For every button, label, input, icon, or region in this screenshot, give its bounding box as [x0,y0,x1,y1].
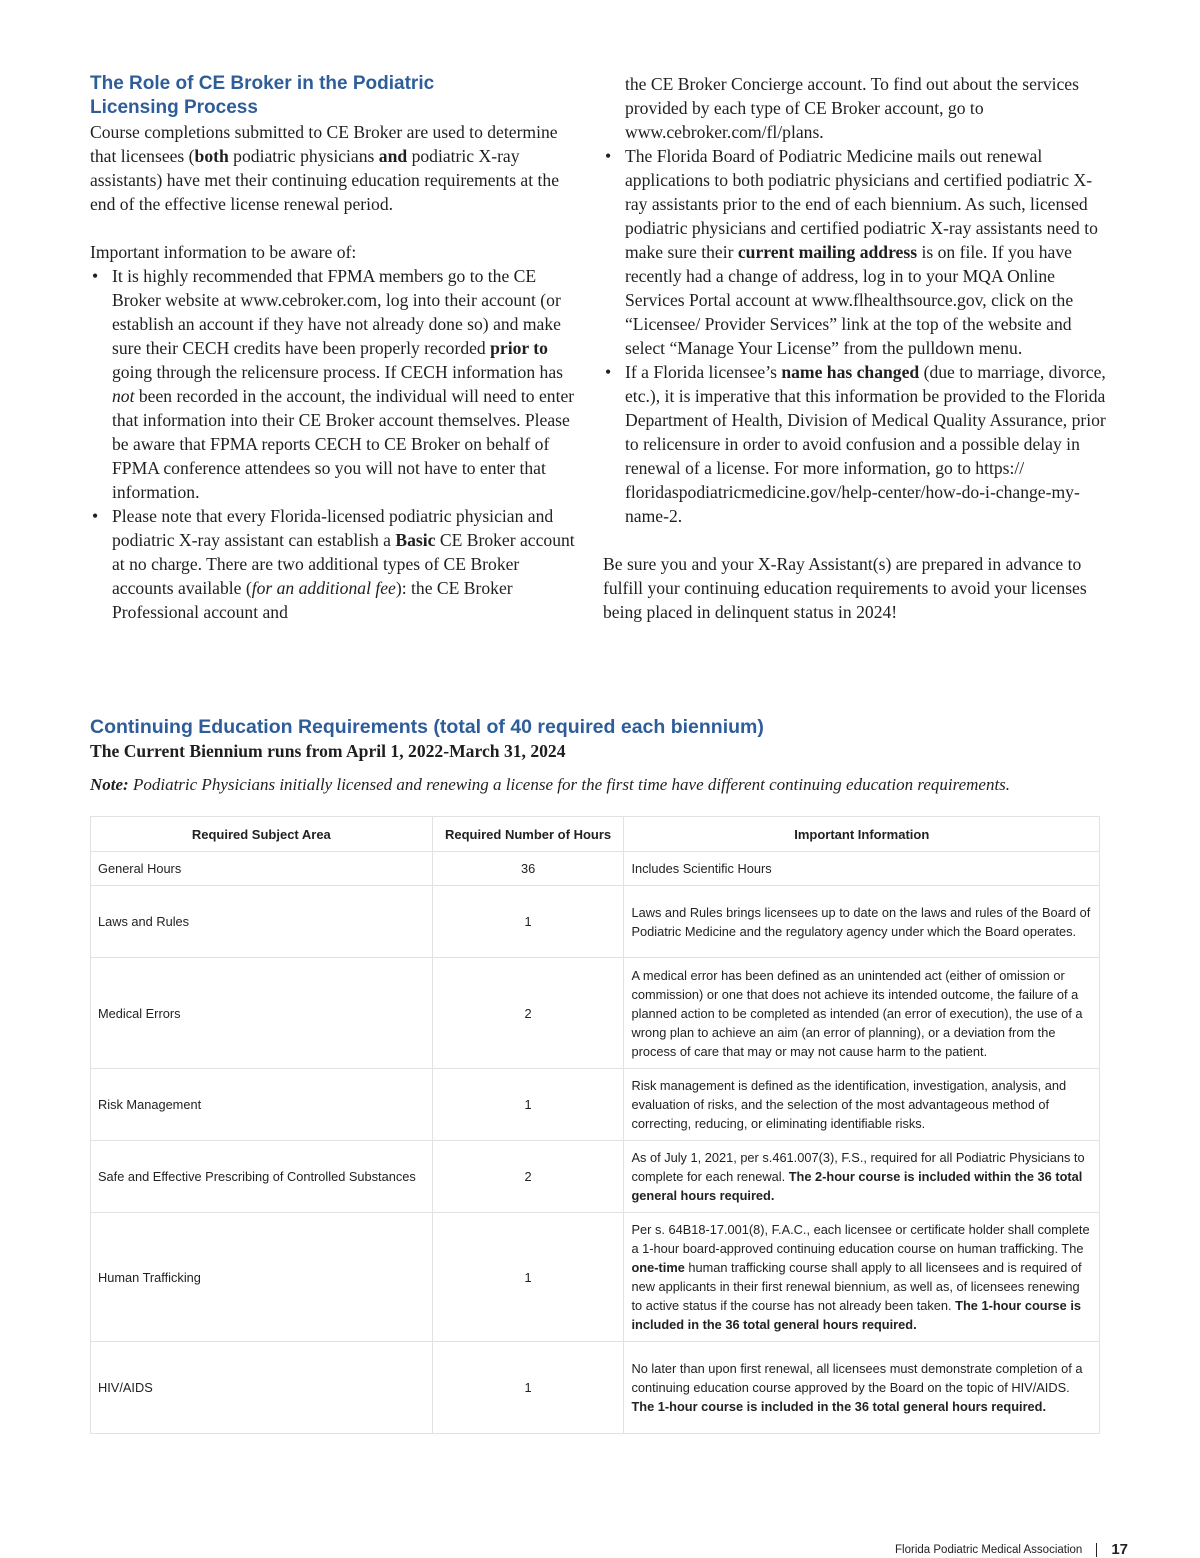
info-cell: Risk management is defined as the identification, investigation, analysis, and evaluation of risks, and the selection of the most advantageous method of correcting, reducing, or eliminating identifiable risks. [624,1069,1100,1141]
info-cell: As of July 1, 2021, per s.461.007(3), F.S., required for all Podiatric Physicians to complete for each renewal. The 2-hour course is included within the 36 total general hours required. [624,1141,1100,1213]
list-item: • If a Florida licensee’s name has changed (due to marriage, divorce, etc.), it is imperative that this information be provided to the Florida Department of Health, Division of Medical Quality Assurance, prior to relicensure in order to avoid confusion and a possible delay in renewal of a license. For more information, go to https:// floridaspodiatricmedicine.gov/help-center/how-do-i-change-my-name-2. [603,360,1113,528]
info-cell: No later than upon first renewal, all licensees must demonstrate completion of a continuing education course approved by the Board on the topic of HIV/AIDS. The 1-hour course is included in the 36 total general hours required. [624,1342,1100,1434]
table-row [91,886,1100,958]
page-footer [895,1541,1128,1558]
hours-cell: 1 [432,1213,624,1342]
subject-cell: HIV/AIDS [91,1342,433,1434]
list-item: • Please note that every Florida-licensed podiatric physician and podiatric X-ray assistant can establish a Basic CE Broker account at no charge. There are two additional types of CE Broker accounts available (for an additional fee): the CE Broker Professional account and [90,504,582,624]
right-column [603,72,1113,624]
note-line: Note: Podiatric Physicians initially licensed and renewing a license for the first time have different continuing education requirements. [90,775,1011,794]
subject-cell: Safe and Effective Prescribing of Controlled Substances [91,1141,433,1213]
subject-cell: General Hours [91,852,433,886]
subject-cell: Risk Management [91,1069,433,1141]
info-cell: A medical error has been defined as an unintended act (either of omission or commission) or one that does not achieve its intended outcome, the failure of a planned action to be completed as intended (an error of execution), the use of a wrong plan to achieve an aim (an error of planning), or a deviation from the process of care that may or may not cause harm to the patient. [624,958,1100,1069]
intro-paragraph: Course completions submitted to CE Broker are used to determine that licensees (both podiatric physicians and podiatric X-ray assistants) have met their continuing education requirements at the end of the effective license renewal period. [90,122,560,214]
ce-requirements-table [90,816,1100,1434]
info-cell: Laws and Rules brings licensees up to date on the laws and rules of the Board of Podiatric Medicine and the regulatory agency under which the Board operates. [624,886,1100,958]
hours-cell: 1 [432,1342,624,1434]
ce-requirements-section [90,715,1115,797]
hours-cell: 1 [432,1069,624,1141]
table-header-row [91,817,1100,852]
table-row [91,1069,1100,1141]
table-row [91,1213,1100,1342]
bullet-list-right [603,144,1113,528]
column-header-subject: Required Subject Area [91,817,433,852]
table-row [91,958,1100,1069]
bullet-list-left [90,264,582,624]
hours-cell: 1 [432,886,624,958]
footer-divider [1096,1543,1097,1557]
footer-org: Florida Podiatric Medical Association [895,1543,1083,1556]
info-cell: Includes Scientific Hours [624,852,1100,886]
info-cell: Per s. 64B18-17.001(8), F.A.C., each licensee or certificate holder shall complete a 1-hour board-approved continuing education course on human trafficking. The one-time human trafficking course shall apply to all licensees and is required of new applicants in their first renewal biennium, as well as, of licensees renewing to active status if the course has not already been taken. The 1-hour course is included in the 36 total general hours required. [624,1213,1100,1342]
section-heading-ce-requirements: Continuing Education Requirements (total of 40 required each biennium) [90,716,764,738]
important-info-label: Important information to be aware of: [90,242,357,262]
hours-cell: 2 [432,1141,624,1213]
closing-paragraph: Be sure you and your X-Ray Assistant(s) are prepared in advance to fulfill your continuing education requirements to avoid your licenses being placed in delinquent status in 2024! [603,554,1087,622]
section-heading-ce-broker: The Role of CE Broker in the Podiatric Licensing Process [90,73,435,118]
left-column [90,72,582,624]
list-item: • The Florida Board of Podiatric Medicine mails out renewal applications to both podiatric physicians and certified podiatric X-ray assistants prior to the end of each biennium. As such, licensed podiatric physicians and certified podiatric X-ray assistants need to make sure their current mailing address is on file. If you have recently had a change of address, log in to your MQA Online Services Portal account at www.flhealthsource.gov, click on the “Licensee/ Provider Services” link at the top of the website and select “Manage Your License” from the pulldown menu. [603,144,1113,360]
biennium-line: The Current Biennium runs from April 1, 2022-March 31, 2024 [90,741,566,761]
continuation-paragraph: the CE Broker Concierge account. To find out about the services provided by each type of CE Broker account, go to www.cebroker.com/fl/plans. [625,74,1079,142]
list-item: • It is highly recommended that FPMA members go to the CE Broker website at www.cebroker.com, log into their account (or establish an account if they have not already done so) and make sure their CECH credits have been properly recorded prior to going through the relicensure process. If CECH information has not been recorded in the account, the individual will need to enter that information into their CE Broker account themselves. Please be aware that FPMA reports CECH to CE Broker on behalf of FPMA conference attendees so you will not have to enter that information. [90,264,582,504]
page-number: 17 [1111,1541,1128,1558]
hours-cell: 36 [432,852,624,886]
column-header-hours: Required Number of Hours [432,817,624,852]
subject-cell: Laws and Rules [91,886,433,958]
subject-cell: Medical Errors [91,958,433,1069]
column-header-info: Important Information [624,817,1100,852]
table-row [91,1141,1100,1213]
table-row [91,852,1100,886]
subject-cell: Human Trafficking [91,1213,433,1342]
hours-cell: 2 [432,958,624,1069]
table-row [91,1342,1100,1434]
